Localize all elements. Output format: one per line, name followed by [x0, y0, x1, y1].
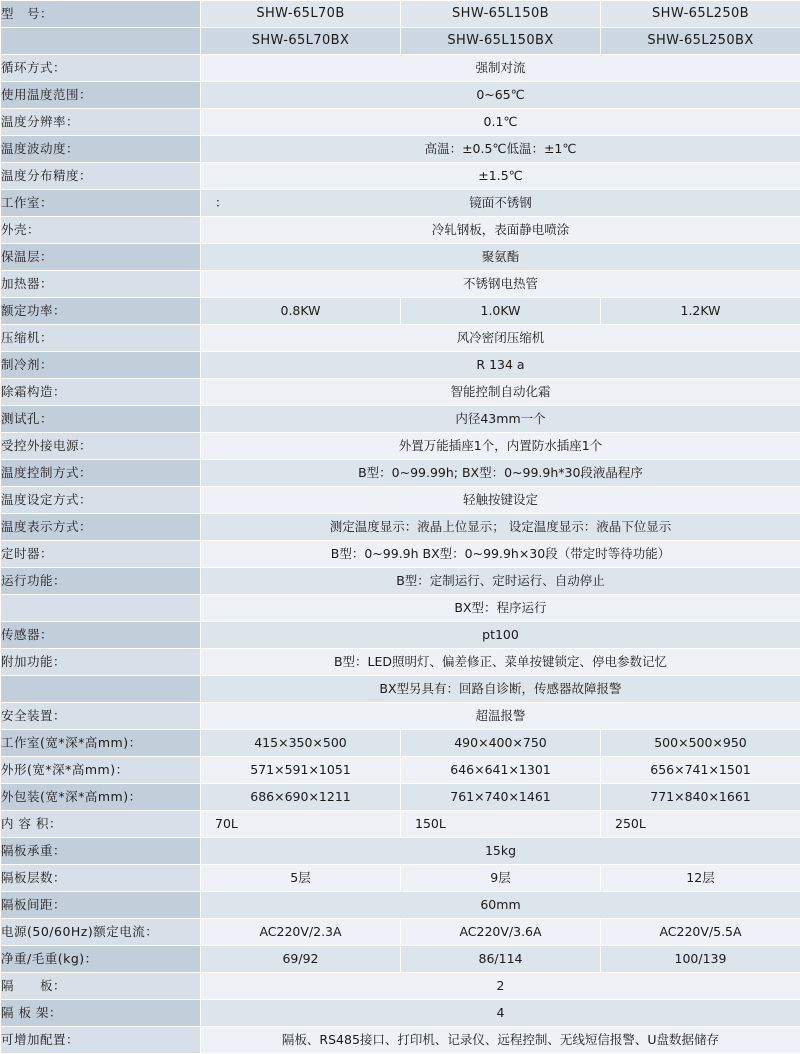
row-value: 771×840×1661	[601, 784, 800, 811]
table-row	[1, 919, 800, 946]
table-row	[1, 784, 800, 811]
table-body	[1, 1, 800, 1054]
row-value: pt100	[201, 622, 800, 649]
model-cell-5: SHW-65L150BX	[401, 28, 601, 55]
row-value: 1.0KW	[401, 298, 601, 325]
row-value: 70L	[201, 811, 401, 838]
row-label: 保温层：	[1, 244, 201, 271]
row-label: 工作室：	[1, 190, 201, 217]
table-row	[1, 892, 800, 919]
row-value: 60mm	[201, 892, 800, 919]
table-row	[1, 136, 800, 163]
row-value: 外置万能插座1个，内置防水插座1个	[201, 433, 800, 460]
row-label: 传感器：	[1, 622, 201, 649]
row-value: 500×500×950	[601, 730, 800, 757]
model-cell-4: SHW-65L70BX	[201, 28, 401, 55]
row-value: 超温报警	[201, 703, 800, 730]
row-value-note: ：	[215, 196, 228, 210]
table-row	[1, 190, 800, 217]
table-row	[1, 217, 800, 244]
table-row	[1, 757, 800, 784]
row-label: 温度控制方式：	[1, 460, 201, 487]
row-label: 运行功能：	[1, 568, 201, 595]
row-value: 686×690×1211	[201, 784, 401, 811]
table-row	[1, 649, 800, 676]
row-value: B型：0~99.9h BX型：0~99.9h×30段（带定时等待功能）	[201, 541, 800, 568]
row-label: 隔板间距：	[1, 892, 201, 919]
table-row	[1, 946, 800, 973]
table-row	[1, 271, 800, 298]
row-label: 使用温度范围：	[1, 82, 201, 109]
row-value: 0.1℃	[201, 109, 800, 136]
model-cell-6: SHW-65L250BX	[601, 28, 800, 55]
row-label: 外包装(宽*深*高mm)：	[1, 784, 201, 811]
table-row	[1, 703, 800, 730]
table-row	[1, 811, 800, 838]
row-value: 2	[201, 973, 800, 1000]
row-label: 温度波动度：	[1, 136, 201, 163]
table-row	[1, 82, 800, 109]
row-label: 隔 板 架：	[1, 1000, 201, 1027]
row-label: 隔板承重：	[1, 838, 201, 865]
row-value: 0~65℃	[201, 82, 800, 109]
table-row	[1, 865, 800, 892]
row-label: 外壳：	[1, 217, 201, 244]
row-label: 受控外接电源：	[1, 433, 201, 460]
row-label: 可增加配置：	[1, 1027, 201, 1054]
row-label	[1, 676, 201, 703]
table-row	[1, 514, 800, 541]
table-row	[1, 622, 800, 649]
row-value: 12层	[601, 865, 800, 892]
table-row	[1, 55, 800, 82]
row-value: 内径43mm一个	[201, 406, 800, 433]
row-value: 轻触按键设定	[201, 487, 800, 514]
row-label-empty	[1, 28, 201, 55]
row-label-model: 型 号：	[1, 1, 201, 28]
row-value: 1.2KW	[601, 298, 800, 325]
row-label	[1, 595, 201, 622]
row-label: 温度分辨率：	[1, 109, 201, 136]
table-row	[1, 1000, 800, 1027]
table-row	[1, 838, 800, 865]
row-value: 5层	[201, 865, 401, 892]
row-value: 9层	[401, 865, 601, 892]
table-row	[1, 730, 800, 757]
table-row	[1, 379, 800, 406]
row-value: 高温：±0.5℃低温：±1℃	[201, 136, 800, 163]
row-value: ±1.5℃	[201, 163, 800, 190]
row-value: B型：LED照明灯、偏差修正、菜单按键锁定、停电参数记忆	[201, 649, 800, 676]
table-row	[1, 109, 800, 136]
model-cell-3: SHW-65L250B	[601, 1, 800, 28]
row-label: 循环方式：	[1, 55, 201, 82]
row-value: 86/114	[401, 946, 601, 973]
row-value: 490×400×750	[401, 730, 601, 757]
table-row	[1, 595, 800, 622]
row-value: 150L	[401, 811, 601, 838]
row-value: 测定温度显示：液晶上位显示； 设定温度显示：液晶下位显示	[201, 514, 800, 541]
row-label: 温度设定方式：	[1, 487, 201, 514]
row-label: 测试孔：	[1, 406, 201, 433]
row-label: 制冷剂：	[1, 352, 201, 379]
row-label: 温度分布精度：	[1, 163, 201, 190]
row-value: 0.8KW	[201, 298, 401, 325]
row-label: 压缩机：	[1, 325, 201, 352]
row-value: 冷轧钢板，表面静电喷涂	[201, 217, 800, 244]
row-value: 100/139	[601, 946, 800, 973]
row-label: 加热器：	[1, 271, 201, 298]
row-label: 除霜构造：	[1, 379, 201, 406]
row-value: AC220V/2.3A	[201, 919, 401, 946]
row-value: 聚氨酯	[201, 244, 800, 271]
table-row-model-b	[1, 1, 800, 28]
row-value: 强制对流	[201, 55, 800, 82]
table-row	[1, 1027, 800, 1054]
table-row	[1, 541, 800, 568]
row-label: 外形(宽*深*高mm)：	[1, 757, 201, 784]
table-row	[1, 487, 800, 514]
row-value: B型：定制运行、定时运行、自动停止	[201, 568, 800, 595]
row-value: 智能控制自动化霜	[201, 379, 800, 406]
table-row	[1, 325, 800, 352]
row-value: AC220V/5.5A	[601, 919, 800, 946]
row-value: R 134 a	[201, 352, 800, 379]
row-value-main: 镜面不锈钢	[469, 195, 532, 210]
row-label: 工作室(宽*深*高mm)：	[1, 730, 201, 757]
table-row	[1, 676, 800, 703]
row-value: 646×641×1301	[401, 757, 601, 784]
row-value: 4	[201, 1000, 800, 1027]
row-value: 656×741×1501	[601, 757, 800, 784]
row-value: BX型：程序运行	[201, 595, 800, 622]
table-row	[1, 460, 800, 487]
model-cell-2: SHW-65L150B	[401, 1, 601, 28]
row-value: 不锈钢电热管	[201, 271, 800, 298]
row-value: 571×591×1051	[201, 757, 401, 784]
table-row	[1, 352, 800, 379]
model-cell-1: SHW-65L70B	[201, 1, 401, 28]
table-row	[1, 406, 800, 433]
row-value: 415×350×500	[201, 730, 401, 757]
row-label: 额定功率：	[1, 298, 201, 325]
row-label: 隔板层数：	[1, 865, 201, 892]
table-row	[1, 973, 800, 1000]
table-row	[1, 163, 800, 190]
row-value: 69/92	[201, 946, 401, 973]
table-row	[1, 244, 800, 271]
row-value: AC220V/3.6A	[401, 919, 601, 946]
row-label: 内 容 积：	[1, 811, 201, 838]
row-value: BX型另具有：回路自诊断，传感器故障报警	[201, 676, 800, 703]
row-value: 风冷密闭压缩机	[201, 325, 800, 352]
table-row	[1, 298, 800, 325]
table-row	[1, 568, 800, 595]
row-label: 附加功能：	[1, 649, 201, 676]
row-value: 15kg	[201, 838, 800, 865]
row-value	[201, 190, 800, 217]
row-label: 安全装置：	[1, 703, 201, 730]
row-value: 250L	[601, 811, 800, 838]
row-label: 电源(50/60Hz)额定电流：	[1, 919, 201, 946]
row-value: 761×740×1461	[401, 784, 601, 811]
row-label: 净重/毛重(kg)：	[1, 946, 201, 973]
row-value: B型：0~99.99h; BX型：0~99.9h*30段液晶程序	[201, 460, 800, 487]
table-row	[1, 433, 800, 460]
row-label: 温度表示方式：	[1, 514, 201, 541]
table-row-model-bx	[1, 28, 800, 55]
row-label: 定时器：	[1, 541, 201, 568]
row-label: 隔 板：	[1, 973, 201, 1000]
row-value: 隔板、RS485接口、打印机、记录仪、远程控制、无线短信报警、U盘数据储存	[201, 1027, 800, 1054]
